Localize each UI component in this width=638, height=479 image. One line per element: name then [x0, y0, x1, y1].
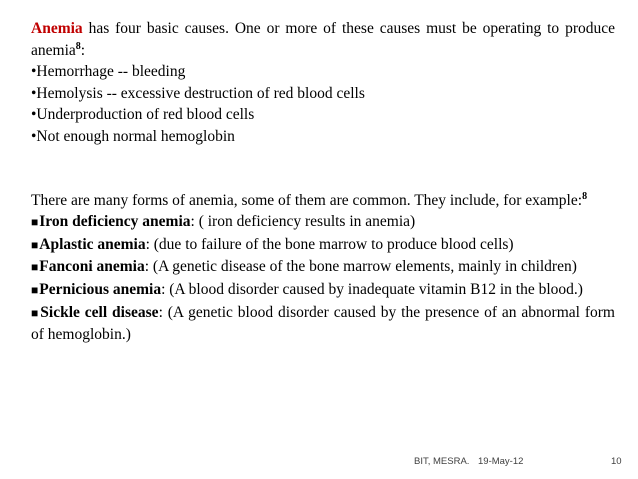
form-name: Pernicious anemia — [39, 280, 162, 298]
form-item — [31, 211, 615, 234]
form-item — [31, 234, 615, 257]
form-description: : (A blood disorder caused by inadequate vitamin B12 in the blood.) — [161, 280, 583, 298]
square-bullet-icon: ■ — [31, 237, 39, 252]
form-description: : ( iron deficiency results in anemia) — [190, 213, 416, 231]
forms-intro-reference: 8 — [582, 190, 588, 202]
forms-intro-paragraph — [31, 190, 615, 212]
cause-item: •Not enough normal hemoglobin — [31, 127, 235, 145]
cause-item: •Hemolysis -- excessive destruction of red blood cells — [31, 84, 365, 102]
anemia-keyword: Anemia — [31, 20, 83, 37]
form-item — [31, 279, 615, 302]
cause-item: •Underproduction of red blood cells — [31, 106, 255, 124]
form-item — [31, 302, 615, 346]
cause-item: •Hemorrhage -- bleeding — [31, 63, 186, 81]
form-name: Aplastic anemia — [39, 235, 146, 253]
footer-organization: BIT, MESRA. — [414, 456, 470, 467]
intro-text: has four basic causes. One or more of these causes must be operating to produce anemia — [31, 20, 615, 59]
square-bullet-icon: ■ — [31, 215, 39, 230]
form-description: : (due to failure of the bone marrow to produce blood cells) — [145, 235, 514, 253]
intro-paragraph — [31, 18, 615, 61]
square-bullet-icon: ■ — [31, 282, 39, 297]
form-name: Sickle cell disease — [40, 303, 159, 321]
square-bullet-icon: ■ — [31, 305, 40, 320]
slide-body — [31, 18, 615, 346]
form-item — [31, 256, 615, 279]
slide-number: 10 — [611, 456, 622, 467]
form-name: Iron deficiency anemia — [39, 213, 191, 231]
footer-date: 19-May-12 — [478, 456, 524, 467]
form-description: : (A genetic blood disorder caused by the presence of an abnormal form of hemoglobin.) — [31, 303, 615, 344]
spacer — [31, 148, 615, 190]
intro-reference: 8 — [75, 40, 81, 52]
intro-tail: : — [80, 41, 86, 59]
form-name: Fanconi anemia — [39, 258, 145, 276]
square-bullet-icon: ■ — [31, 260, 39, 275]
forms-intro-text: There are many forms of anemia, some of them are common. They include, for example: — [31, 191, 583, 209]
form-description: : (A genetic disease of the bone marrow elements, mainly in children) — [144, 258, 577, 276]
